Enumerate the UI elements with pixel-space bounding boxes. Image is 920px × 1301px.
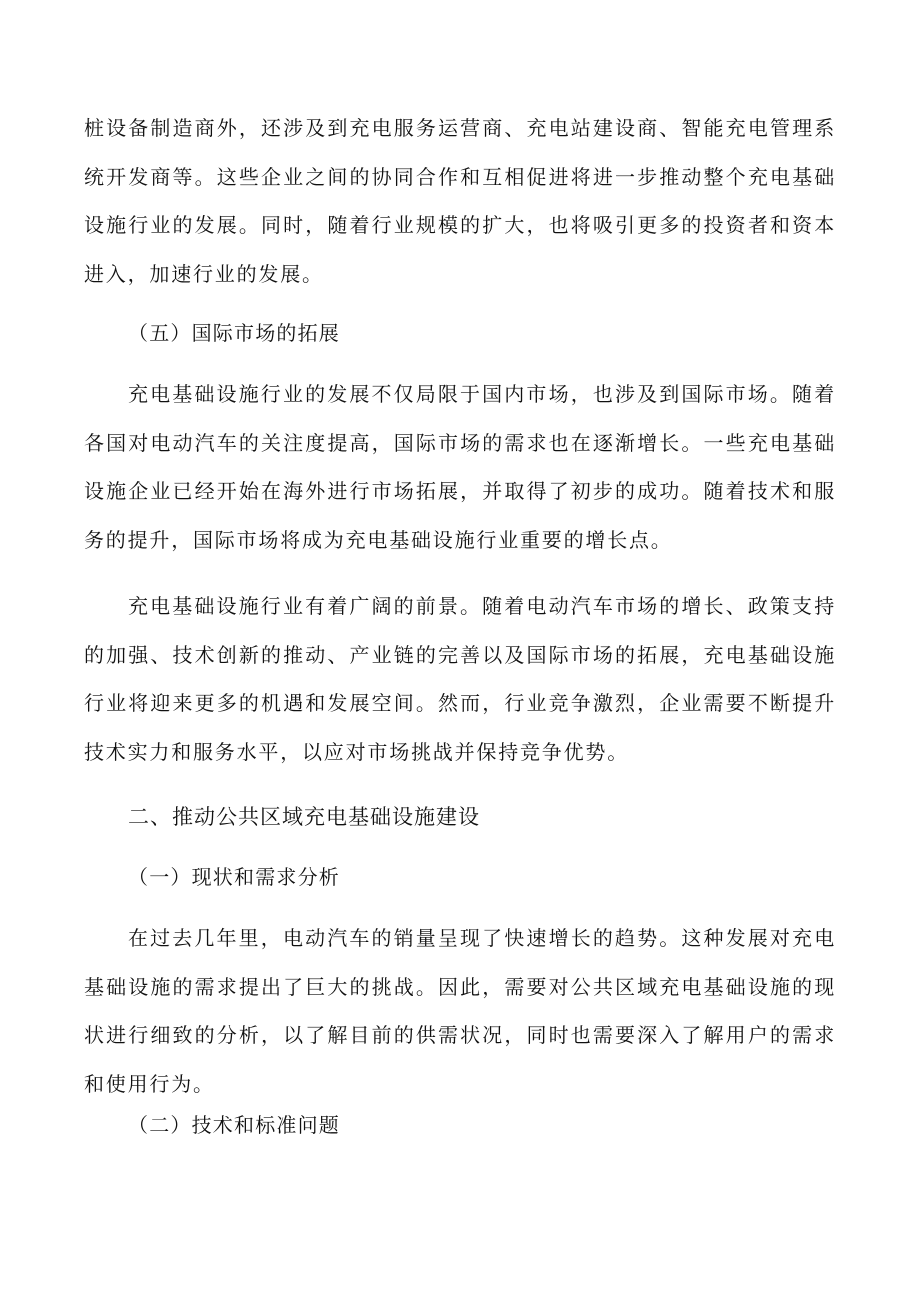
paragraph-status-and-demand: 在过去几年里，电动汽车的销量呈现了快速增长的趋势。这种发展对充电基础设施的需求提出了巨大的挑战。因此，需要对公共区域充电基础设施的现状进行细致的分析，以了解目前的供需状况，同时也需要深入了解用户的需求和使用行为。 bbox=[84, 926, 836, 1096]
paragraph-international-market: 充电基础设施行业的发展不仅局限于国内市场，也涉及到国际市场。随着各国对电动汽车的关注度提高，国际市场的需求也在逐渐增长。一些充电基础设施企业已经开始在海外进行市场拓展，并取得了初步的成功。随着技术和服务的提升，国际市场将成为充电基础设施行业重要的增长点。 bbox=[84, 382, 836, 552]
paragraph-industry-chain: 桩设备制造商外，还涉及到充电服务运营商、充电站建设商、智能充电管理系统开发商等。这些企业之间的协同合作和互相促进将进一步推动整个充电基础设施行业的发展。同时，随着行业规模的扩大，也将吸引更多的投资者和资本进入，加速行业的发展。 bbox=[84, 116, 836, 286]
subheading-status-and-demand: （一）现状和需求分析 bbox=[128, 865, 340, 889]
paragraph-industry-outlook: 充电基础设施行业有着广阔的前景。随着电动汽车市场的增长、政策支持的加强、技术创新的推动、产业链的完善以及国际市场的拓展，充电基础设施行业将迎来更多的机遇和发展空间。然而，行业竞争激烈，企业需要不断提升技术实力和服务水平，以应对市场挑战并保持竞争优势。 bbox=[84, 594, 836, 764]
section-heading-public-charging: 二、推动公共区域充电基础设施建设 bbox=[128, 805, 480, 829]
subheading-international-market: （五）国际市场的拓展 bbox=[128, 321, 340, 345]
subheading-technology-and-standards: （二）技术和标准问题 bbox=[128, 1113, 340, 1137]
